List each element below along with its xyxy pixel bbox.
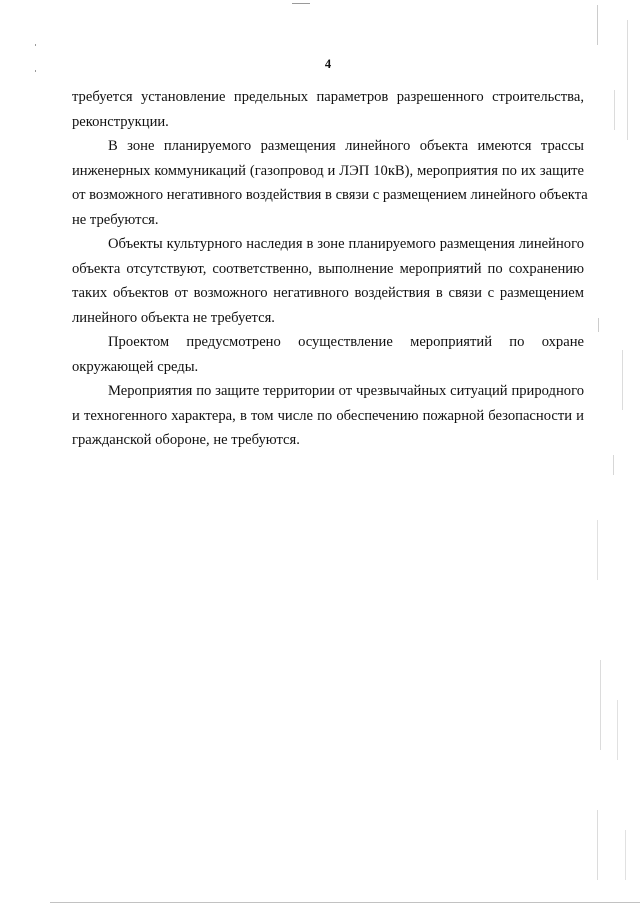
scan-mark-right: [598, 318, 599, 332]
scan-mark-right: [614, 90, 615, 130]
paragraph-environment: [72, 330, 584, 379]
text-line: реконструкции.: [72, 113, 169, 130]
text-line: объекта отсутствуют, соответственно, выполнение мероприятий по сохранению: [72, 260, 584, 277]
scan-edge-bottom: [50, 902, 640, 903]
text-line: таких объектов от возможного негативного воздействия в связи с размещением: [72, 285, 584, 301]
page-number: 4: [324, 57, 332, 71]
paragraph-emergency: [72, 379, 584, 453]
text-line: окружающей среды.: [72, 358, 199, 375]
scan-mark-right: [627, 20, 628, 140]
text-line: не требуются.: [72, 211, 159, 228]
text-line: и техногенного характера, в том числе по обеспечению пожарной безопасности и: [72, 407, 584, 424]
text-line: гражданской обороне, не требуются.: [72, 432, 300, 448]
scan-mark-top: [292, 3, 310, 4]
text-line: В зоне планируемого размещения линейного объекта имеются трассы: [108, 138, 584, 154]
text-line: линейного объекта не требуется.: [72, 309, 275, 326]
text-line: Объекты культурного наследия в зоне планируемого размещения линейного: [108, 236, 584, 252]
text-line: от возможного негативного воздействия в связи с размещением линейного объекта: [72, 187, 588, 203]
scan-mark-right: [597, 520, 598, 580]
body-text: [72, 85, 588, 453]
text-line: инженерных коммуникаций (газопровод и ЛЭП 10кВ), мероприятия по их защите: [72, 162, 584, 179]
text-line: требуется установление предельных параметров разрешенного строительства,: [72, 89, 584, 105]
scan-mark-left: [35, 44, 36, 46]
scan-mark-left: [35, 70, 36, 72]
text-line: Мероприятия по защите территории от чрезвычайных ситуаций природного: [108, 383, 584, 399]
text-line: Проектом предусмотрено осуществление мероприятий по охране: [108, 334, 584, 350]
paragraph-utilities: [72, 134, 588, 232]
scan-mark-right: [600, 660, 601, 750]
scan-mark-right: [613, 455, 614, 475]
scan-mark-right: [625, 830, 626, 880]
scan-mark-right: [622, 350, 623, 410]
scan-mark-right: [597, 810, 598, 880]
scan-mark-right: [597, 5, 598, 45]
scan-mark-right: [617, 700, 618, 760]
paragraph-parameters: [72, 85, 584, 134]
paragraph-cultural-heritage: [72, 232, 584, 330]
